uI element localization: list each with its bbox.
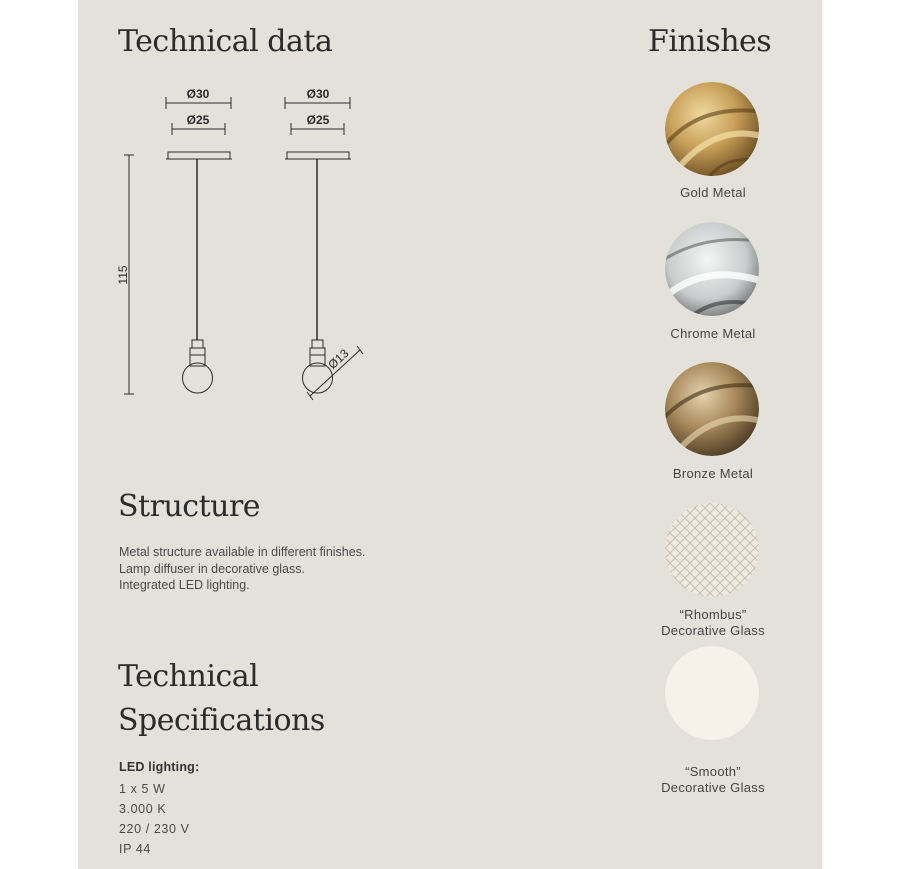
rhombus-glass-swatch-icon — [665, 503, 759, 597]
chrome-metal-swatch-icon — [665, 222, 759, 316]
height-label: 115 — [116, 265, 130, 285]
finish-bronze-metal — [648, 466, 778, 482]
spec-heading-line2: Specifications — [118, 703, 325, 738]
structure-line: Metal structure available in different finishes. — [119, 545, 366, 559]
finish-sublabel: Decorative Glass — [661, 780, 765, 795]
structure-line: Integrated LED lighting. — [119, 578, 250, 592]
finish-label: “Rhombus” — [679, 607, 747, 622]
spec-color-temperature: 3.000 K — [119, 802, 167, 816]
smooth-glass-swatch-icon — [665, 646, 759, 740]
finish-rhombus-glass — [648, 607, 778, 639]
structure-heading: Structure — [118, 489, 261, 524]
bulb-diameter-label: Ø13 — [325, 346, 352, 372]
technical-data-heading: Technical data — [118, 24, 333, 59]
inner-diameter-label-left: Ø25 — [186, 113, 210, 127]
finish-label: Gold Metal — [680, 185, 746, 200]
spec-sheet — [78, 0, 822, 869]
bronze-metal-swatch-icon — [665, 362, 759, 456]
finish-smooth-glass — [648, 764, 778, 796]
spec-heading-line1: Technical — [118, 659, 259, 694]
finish-chrome-metal — [648, 326, 778, 342]
technical-drawing — [78, 0, 822, 420]
outer-diameter-label-left: Ø30 — [186, 87, 210, 101]
spec-list — [119, 760, 199, 859]
structure-line: Lamp diffuser in decorative glass. — [119, 561, 305, 576]
led-lighting-label: LED lighting: — [119, 760, 200, 774]
spec-voltage: 220 / 230 V — [119, 822, 190, 836]
outer-diameter-label-right: Ø30 — [306, 87, 330, 101]
spec-ip-rating: IP 44 — [119, 842, 151, 856]
structure-description — [119, 544, 365, 594]
finish-label: “Smooth” — [685, 764, 741, 779]
finish-gold-metal — [648, 185, 778, 201]
spec-power: 1 x 5 W — [119, 782, 166, 796]
inner-diameter-label-right: Ø25 — [306, 113, 330, 127]
finishes-heading: Finishes — [648, 24, 772, 59]
finish-sublabel: Decorative Glass — [661, 623, 765, 638]
gold-metal-swatch-icon — [665, 82, 759, 176]
finish-label: Bronze Metal — [672, 466, 754, 481]
finish-label: Chrome Metal — [670, 326, 756, 341]
technical-specifications-heading — [118, 655, 325, 743]
